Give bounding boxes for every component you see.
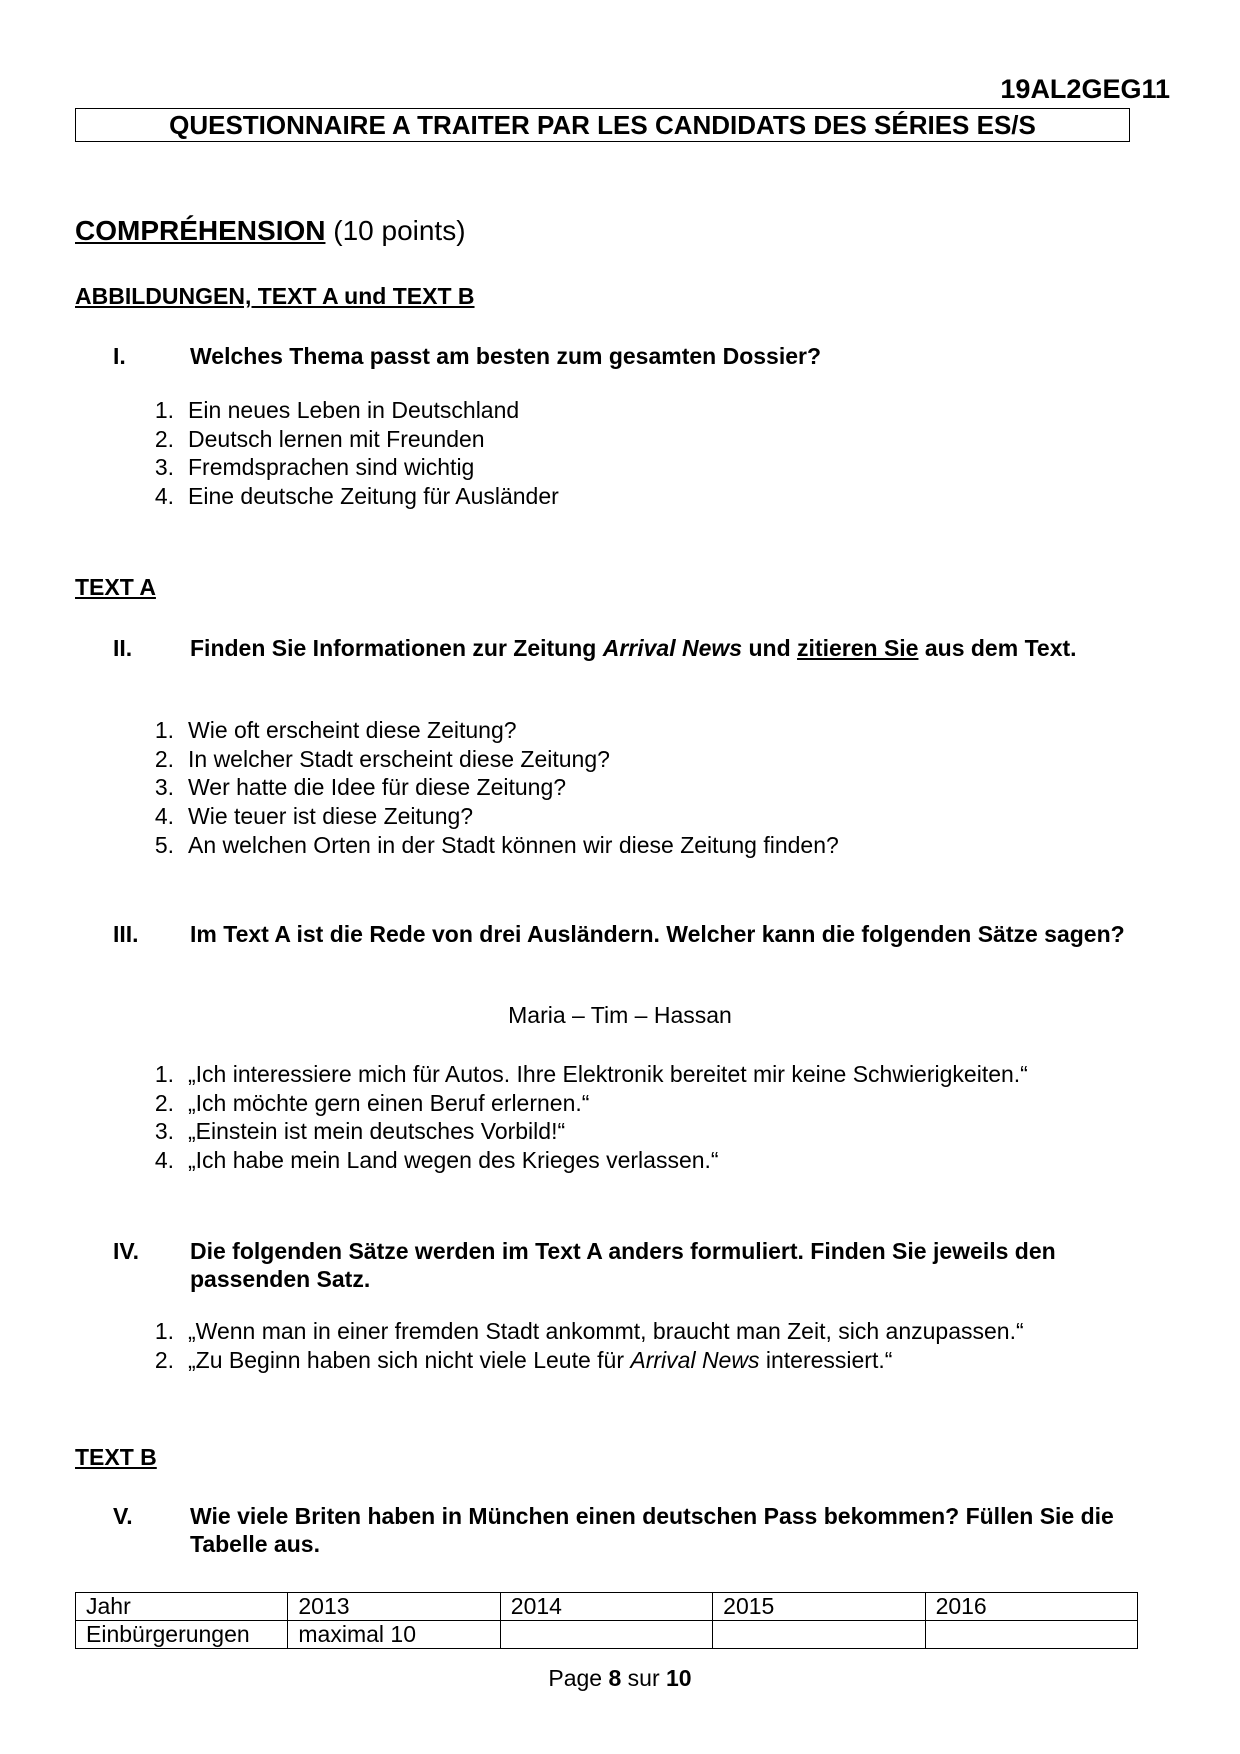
page-total: 10 — [666, 1665, 692, 1691]
list-item: 2. Deutsch lernen mit Freunden — [154, 425, 485, 452]
question-4-items — [150, 1317, 1024, 1374]
heading-text-a: TEXT A — [75, 574, 156, 600]
section-title — [75, 215, 466, 247]
list-item: 3. „Einstein ist mein deutsches Vorbild!“ — [154, 1118, 566, 1145]
list-item: 1. „Wenn man in einer fremden Stadt ankommt, braucht man Zeit, sich anzupassen.“ — [154, 1318, 1024, 1344]
list-item: 3. Wer hatte die Idee für diese Zeitung? — [154, 774, 567, 801]
list-item: 4. Wie teuer ist diese Zeitung? — [154, 803, 474, 830]
page-footer: Page 8 sur 10 — [548, 1665, 692, 1691]
table-row — [76, 1593, 1138, 1621]
names-line: Maria – Tim – Hassan — [508, 1002, 732, 1028]
list-item: 4. „Ich habe mein Land wegen des Krieges verlassen.“ — [154, 1147, 719, 1174]
question-2-items — [150, 716, 839, 860]
heading-text-b: TEXT B — [75, 1444, 157, 1470]
table-cell: 2015 — [713, 1593, 925, 1621]
table-cell: 2013 — [288, 1593, 500, 1621]
list-item: 1. Ein neues Leben in Deutschland — [154, 397, 520, 423]
section-points: (10 points) — [333, 215, 466, 246]
table-cell-empty[interactable] — [713, 1621, 925, 1649]
list-item: 2. In welcher Stadt erscheint diese Zeitung? — [154, 745, 610, 772]
list-item: 2. „Ich möchte gern einen Beruf erlernen.“ — [154, 1089, 590, 1116]
list-item: 5. An welchen Orten in der Stadt können wir diese Zeitung finden? — [154, 831, 839, 858]
question-5-text: Wie viele Briten haben in München einen deutschen Pass bekommen? Füllen Sie die Tabelle aus. — [190, 1503, 1114, 1557]
question-1-number: I. — [113, 343, 126, 369]
question-1-text: Welches Thema passt am besten zum gesamten Dossier? — [190, 343, 822, 369]
table-cell-empty[interactable] — [925, 1621, 1137, 1649]
question-3-text: Im Text A ist die Rede von drei Ausländern. Welcher kann die folgenden Sätze sagen? — [190, 921, 1125, 947]
question-2-text: Finden Sie Informationen zur Zeitung Arrival News und zitieren Sie aus dem Text. — [190, 635, 1077, 661]
list-item: 1. „Ich interessiere mich für Autos. Ihre Elektronik bereitet mir keine Schwierigkeiten.“ — [154, 1061, 1028, 1087]
list-item: 2. „Zu Beginn haben sich nicht viele Leute für Arrival News interessiert.“ — [154, 1346, 893, 1373]
question-4-text: Die folgenden Sätze werden im Text A anders formuliert. Finden Sie jeweils den passenden Satz. — [190, 1238, 1056, 1292]
question-4-number: IV. — [113, 1238, 140, 1264]
table-cell: maximal 10 — [288, 1621, 500, 1649]
question-3-number: III. — [113, 921, 139, 947]
document-code: 19AL2GEG11 — [1000, 74, 1170, 104]
naturalization-table — [75, 1592, 1138, 1649]
question-3-items — [150, 1060, 1028, 1175]
question-1-options — [150, 396, 559, 511]
table-cell: 2016 — [925, 1593, 1137, 1621]
questionnaire-title: QUESTIONNAIRE A TRAITER PAR LES CANDIDATS DES SÉRIES ES/S — [75, 108, 1130, 142]
heading-all-texts: ABBILDUNGEN, TEXT A und TEXT B — [75, 283, 475, 309]
table-cell: 2014 — [500, 1593, 712, 1621]
list-item: 1. Wie oft erscheint diese Zeitung? — [154, 717, 517, 743]
table-cell: Einbürgerungen — [76, 1621, 288, 1649]
list-item: 4. Eine deutsche Zeitung für Ausländer — [154, 483, 559, 510]
question-5-number: V. — [113, 1503, 133, 1529]
section-title-label: COMPRÉHENSION — [75, 215, 326, 246]
table-row — [76, 1621, 1138, 1649]
page-number: 8 — [608, 1665, 622, 1691]
list-item: 3. Fremdsprachen sind wichtig — [154, 454, 475, 481]
table-cell-empty[interactable] — [500, 1621, 712, 1649]
table-cell: Jahr — [76, 1593, 288, 1621]
question-2-number: II. — [113, 635, 133, 661]
